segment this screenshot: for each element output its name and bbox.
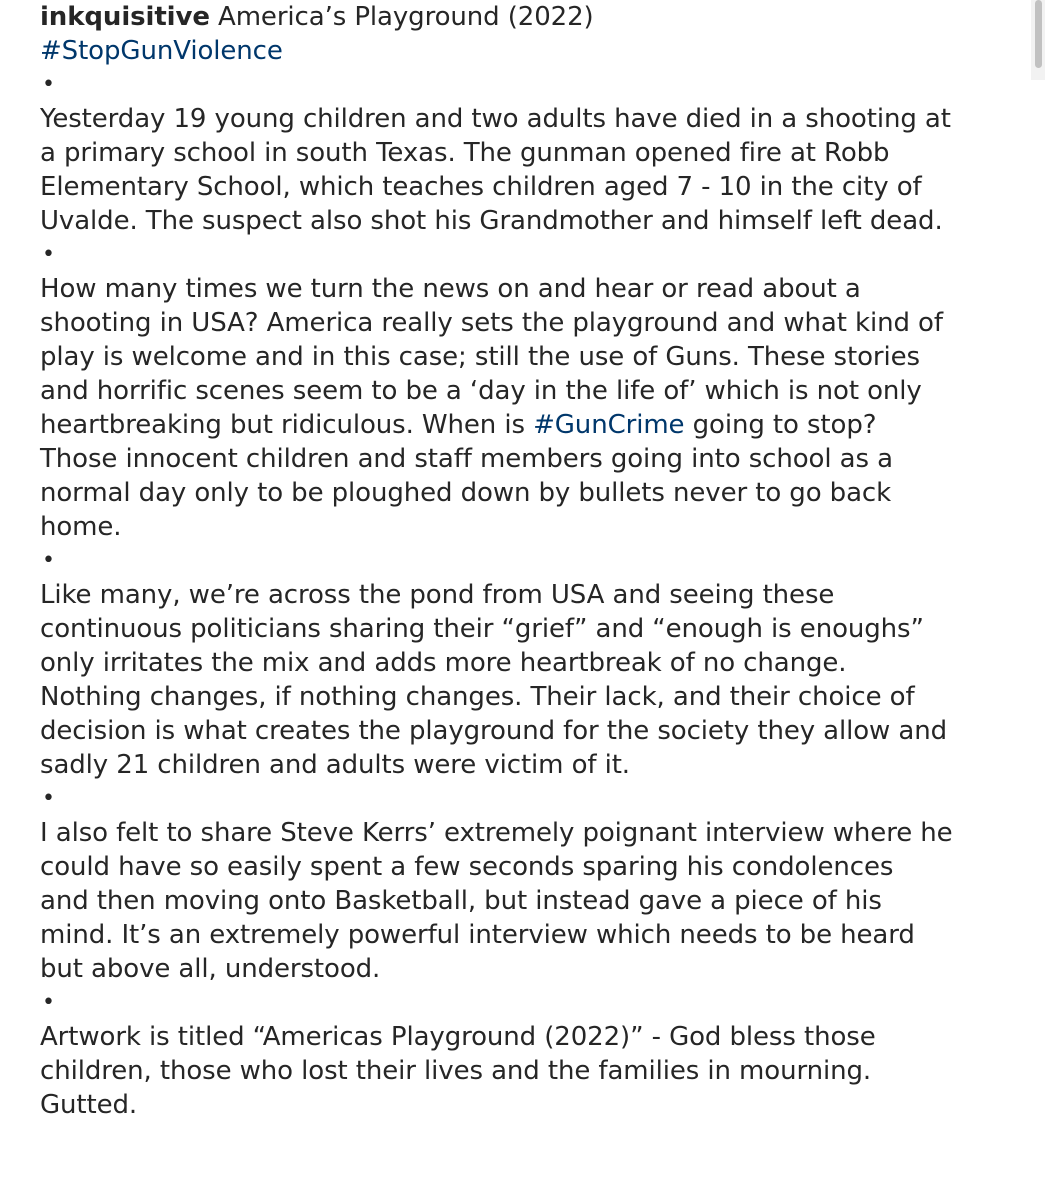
paragraph-2: [40, 272, 1010, 544]
paragraph-line: Gutted.: [40, 1090, 138, 1120]
paragraph-line: Uvalde. The suspect also shot his Grandmother and himself left dead.: [40, 206, 943, 236]
paragraph-line: Elementary School, which teaches children aged 7 - 10 in the city of: [40, 172, 922, 202]
username-link[interactable]: inkquisitive: [40, 2, 210, 32]
paragraph-line: a primary school in south Texas. The gunman opened fire at Robb: [40, 138, 890, 168]
paragraph-line: sadly 21 children and adults were victim of it.: [40, 750, 630, 780]
paragraph-line: home.: [40, 512, 122, 542]
paragraph-line: and then moving onto Basketball, but instead gave a piece of his: [40, 886, 882, 916]
caption-title: America’s Playground (2022): [209, 2, 594, 32]
scrollbar-thumb[interactable]: [1035, 0, 1042, 68]
paragraph-line: decision is what creates the playground for the society they allow and: [40, 716, 947, 746]
scrollbar-track[interactable]: [1031, 0, 1045, 80]
paragraph-text: heartbreaking but ridiculous. When is: [40, 410, 534, 440]
paragraph-3: [40, 578, 1010, 782]
paragraph-line: shooting in USA? America really sets the playground and what kind of: [40, 308, 943, 338]
bullet-separator: •: [42, 786, 55, 811]
bullet-separator: •: [42, 990, 55, 1015]
paragraph-line: but above all, understood.: [40, 954, 381, 984]
paragraph-line: How many times we turn the news on and hear or read about a: [40, 274, 861, 304]
hashtag-guncrime[interactable]: #GunCrime: [533, 410, 685, 440]
paragraph-line: Like many, we’re across the pond from USA and seeing these: [40, 580, 835, 610]
paragraph-line: Yesterday 19 young children and two adults have died in a shooting at: [40, 104, 951, 134]
bullet-separator: •: [42, 242, 55, 267]
bullet-separator: •: [42, 72, 55, 97]
paragraph-line: could have so easily spent a few seconds sparing his condolences: [40, 852, 894, 882]
paragraph-line-with-hashtag: [40, 408, 1010, 442]
paragraph-line: continuous politicians sharing their “grief” and “enough is enoughs”: [40, 614, 924, 644]
paragraph-line: I also felt to share Steve Kerrs’ extremely poignant interview where he: [40, 818, 953, 848]
paragraph-line: children, those who lost their lives and the families in mourning.: [40, 1056, 872, 1086]
paragraph-1: [40, 102, 1010, 238]
paragraph-line: Nothing changes, if nothing changes. Their lack, and their choice of: [40, 682, 915, 712]
paragraph-line: play is welcome and in this case; still the use of Guns. These stories: [40, 342, 920, 372]
bullet-separator: •: [42, 548, 55, 573]
paragraph-line: normal day only to be ploughed down by bullets never to go back: [40, 478, 892, 508]
paragraph-text: going to stop?: [684, 410, 877, 440]
caption-header: [40, 0, 1010, 34]
caption-hashtag-line: [40, 34, 1010, 68]
paragraph-line: only irritates the mix and adds more heartbreak of no change.: [40, 648, 847, 678]
hashtag-stopgunviolence[interactable]: #StopGunViolence: [40, 36, 283, 66]
paragraph-line: Artwork is titled “Americas Playground (2022)” - God bless those: [40, 1022, 876, 1052]
paragraph-line: mind. It’s an extremely powerful interview which needs to be heard: [40, 920, 915, 950]
paragraph-5: [40, 1020, 1010, 1122]
paragraph-4: [40, 816, 1010, 986]
paragraph-line: and horrific scenes seem to be a ‘day in the life of’ which is not only: [40, 376, 922, 406]
post-caption: [40, 0, 1010, 1122]
paragraph-line: Those innocent children and staff members going into school as a: [40, 444, 893, 474]
